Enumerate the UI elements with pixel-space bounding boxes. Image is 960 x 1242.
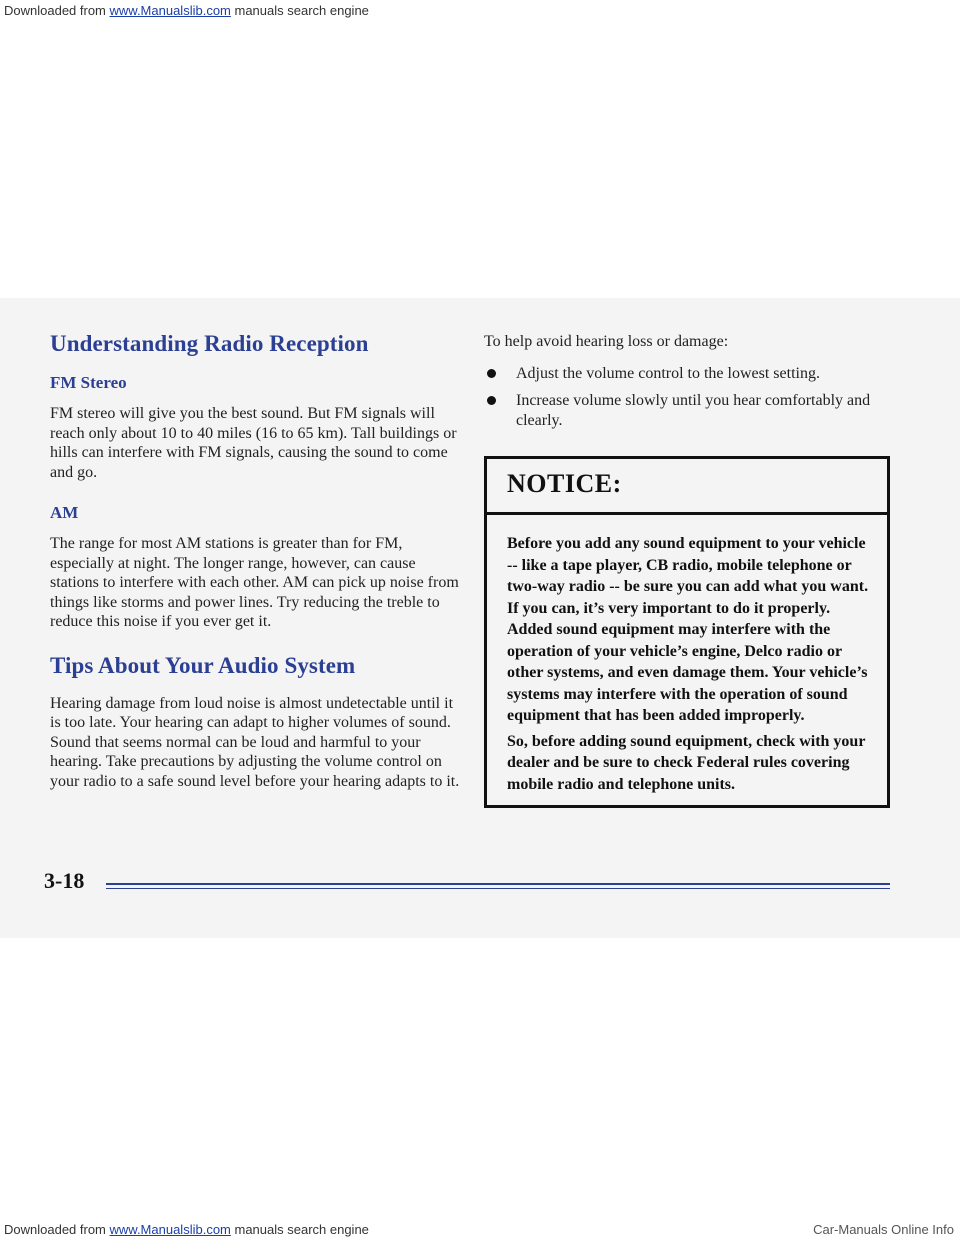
- bullet-text: Increase volume slowly until you hear comfortably and clearly.: [516, 392, 871, 429]
- hearing-bullet-list: [484, 364, 904, 431]
- notice-paragraph-2: So, before adding sound equipment, check with your dealer and be sure to check Federal rules covering mobile radio and telephone units.: [507, 732, 866, 793]
- page-number: 3-18: [44, 868, 85, 893]
- banner-suffix: manuals search engine: [230, 1222, 369, 1237]
- manualslib-link[interactable]: www.Manualslib.com: [109, 3, 231, 18]
- heading-audio-tips: Tips About Your Audio System: [50, 652, 356, 678]
- bullet-icon: [487, 369, 496, 378]
- notice-box: [484, 456, 890, 808]
- notice-header: [487, 459, 887, 515]
- list-item: [484, 391, 904, 430]
- fm-stereo-text: FM stereo will give you the best sound. But FM signals will reach only about 10 to 40 miles (16 to 65 km). Tall buildings or hills can interfere with FM signals, causing the sound to come and go.: [50, 405, 457, 481]
- footer-rule: [106, 883, 890, 885]
- manual-page: [0, 298, 960, 938]
- banner-suffix: manuals search engine: [230, 3, 369, 18]
- notice-paragraph-1: Before you add any sound equipment to your vehicle -- like a tape player, CB radio, mobile telephone or two-way radio -- be sure you can add what you want. If you can, it’s very important to do it properly. Added sound equipment may interfere with the operation of your vehicle’s engine, Delco radio or other systems, and even damage them. Your vehicle’s systems may interfere with the operation of sound equipment that has been added improperly.: [507, 535, 869, 724]
- right-column: [484, 332, 904, 793]
- download-banner-bottom: [0, 1222, 960, 1242]
- bullet-text: Adjust the volume control to the lowest setting.: [516, 364, 820, 382]
- bullet-icon: [487, 396, 496, 405]
- heading-radio-reception: Understanding Radio Reception: [50, 331, 369, 356]
- notice-title: NOTICE:: [507, 469, 622, 498]
- banner-prefix: Downloaded from: [4, 1222, 110, 1237]
- footer-rule-thin: [106, 888, 890, 889]
- manualslib-link[interactable]: www.Manualslib.com: [109, 1222, 231, 1237]
- download-banner: [0, 0, 960, 22]
- am-text: The range for most AM stations is greater than for FM, especially at night. The longer range, however, can cause stations to interfere with each other. AM can pick up noise from things like storms and power lines. Try reducing the treble to reduce this noise if you ever get it.: [50, 535, 459, 630]
- list-item: [484, 364, 904, 384]
- hearing-intro: To help avoid hearing loss or damage:: [484, 333, 729, 350]
- heading-fm-stereo: FM Stereo: [50, 373, 127, 392]
- carmanuals-watermark: Car-Manuals Online Info: [813, 1222, 954, 1237]
- heading-am: AM: [50, 503, 79, 522]
- left-column: [50, 330, 460, 811]
- notice-body: [487, 515, 887, 795]
- banner-prefix: Downloaded from: [4, 3, 110, 18]
- audio-tips-text: Hearing damage from loud noise is almost undetectable until it is too late. Your hearing can adapt to higher volumes of sound. Sound that seems normal can be loud and harmful to your hearing. Take precautions by adjusting the volume control on your radio to a safe sound level before your hearing adapts to it.: [50, 694, 460, 790]
